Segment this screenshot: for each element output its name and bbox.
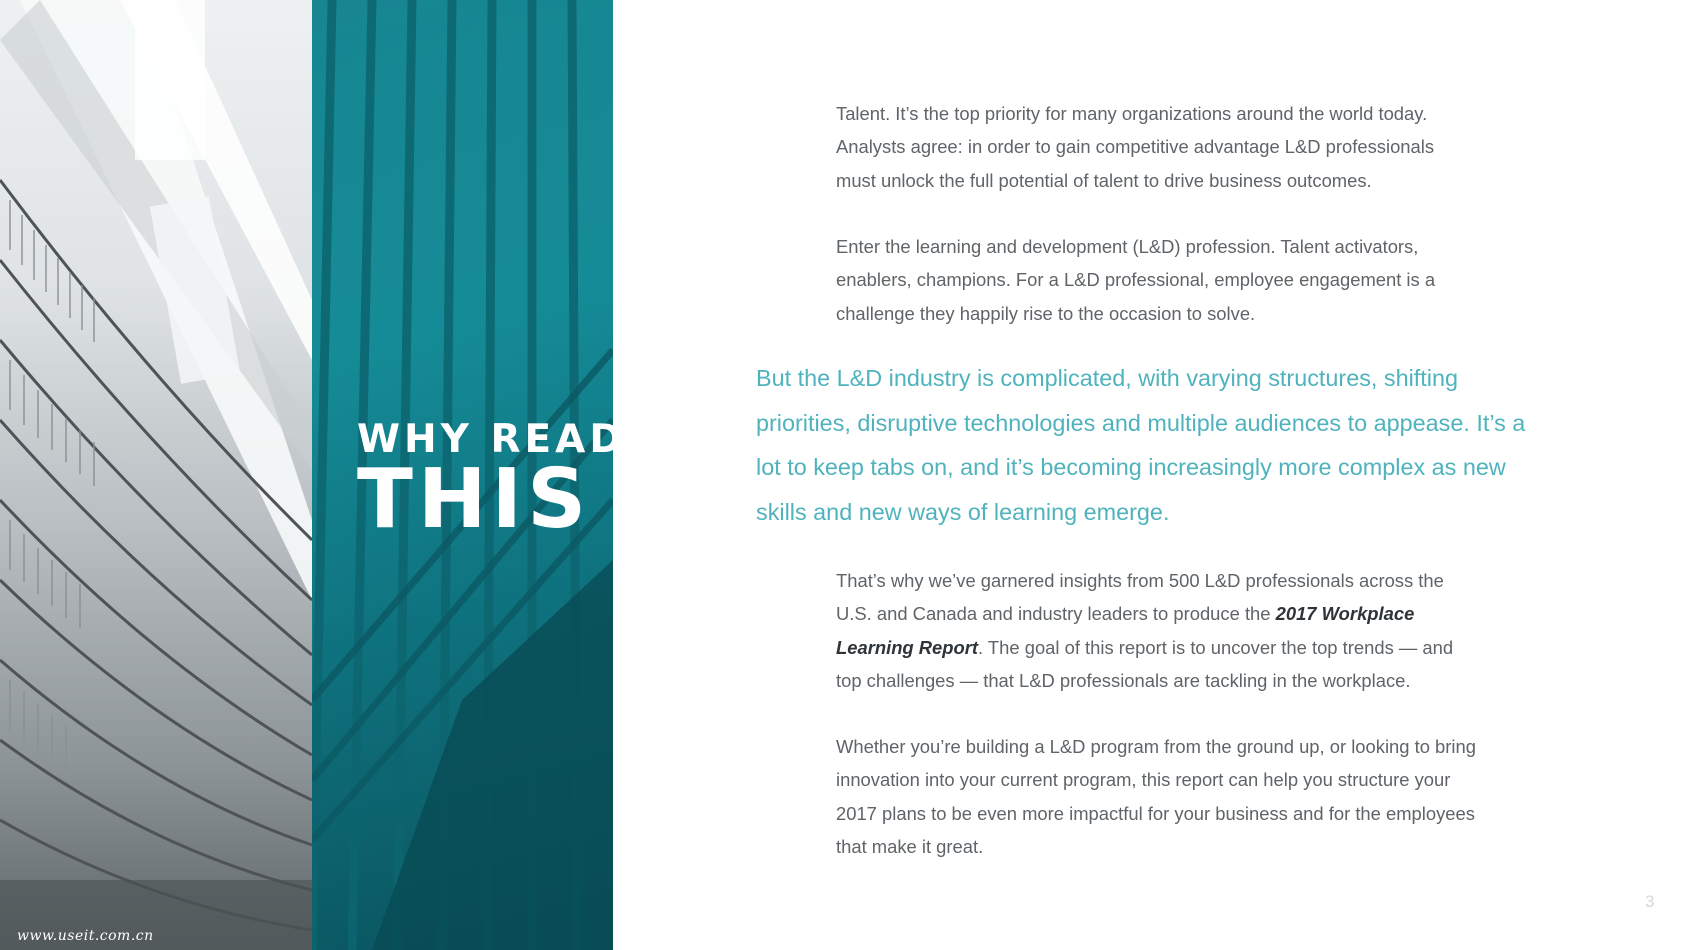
- watermark: www.useit.com.cn: [17, 928, 154, 944]
- report-title: 2017 Workplace Learning Report: [836, 603, 1415, 658]
- report-paragraph-lead: That’s why we’ve garnered insights from 500 L&D professionals across the U.S. and Canada and industry leaders to produce the: [836, 570, 1444, 625]
- section-heading: [357, 417, 626, 547]
- closing-paragraph: Whether you’re building a L&D program from the ground up, or looking to bring innovation into your current program, this report can help you structure your 2017 plans to be even more impactful for your business and for the employees that make it great.: [836, 736, 1476, 857]
- page-number: 3: [1645, 892, 1655, 911]
- report-paragraph-tail: . The goal of this report is to uncover the top trends — and top challenges — that L&D professionals are tackling in the workplace.: [836, 636, 1454, 691]
- library-photo-grayscale: [0, 0, 312, 950]
- intro-paragraph: Talent. It’s the top priority for many organizations around the world today. Analysts agree: in order to gain competitive advantage L&D professionals must unlock the full potential of talent to drive business outcomes.: [836, 103, 1435, 191]
- ld-profession-paragraph: Enter the learning and development (L&D) profession. Talent activators, enablers, champions. For a L&D professional, employee engagement is a challenge they happily rise to the occasion to solve.: [836, 236, 1436, 324]
- heading-line-why-read: WHY READ: [357, 417, 626, 462]
- callout-quote: But the L&D industry is complicated, with varying structures, shifting priorities, disruptive technologies and multiple audiences to appease. It’s a lot to keep tabs on, and it’s becoming increasingly more complex as new skills and new ways of learning emerge.: [756, 365, 1526, 526]
- heading-line-this: THIS: [357, 452, 592, 547]
- report-paragraph: [836, 564, 1476, 697]
